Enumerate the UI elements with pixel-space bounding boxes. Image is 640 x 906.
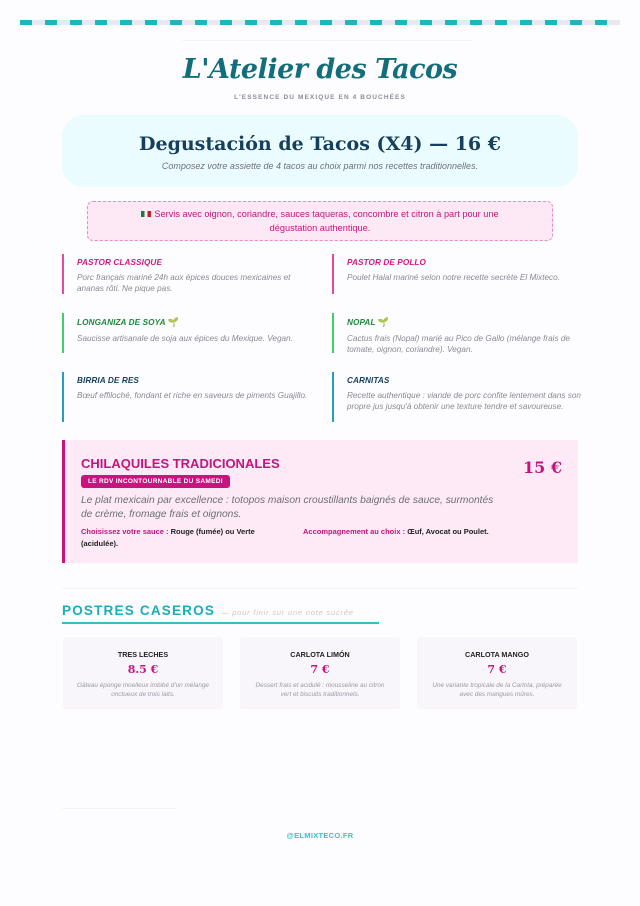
taco-description: Porc français mariné 24h aux épices douces mexicaines et ananas rôti. Ne pique pas. xyxy=(77,273,291,293)
taco-description: Bœuf effiloché, fondant et riche en saveurs de piments Guajillo. xyxy=(77,391,308,400)
saturday-badge: LE RDV INCONTOURNABLE DU SAMEDI xyxy=(81,475,230,488)
dessert-description: Une variante tropicale de la Carlota, préparée avec des mangues mûres. xyxy=(432,682,562,698)
taco-item xyxy=(332,254,582,294)
sauce-value: Rouge (fumée) ou Verte (acidulée). xyxy=(81,527,255,548)
decorative-dashed-stripe xyxy=(20,20,620,25)
chilaquiles-description: Le plat mexicain par excellence : totopos maison croustillants baignés de sauce, surmontés de crème, fromage frais et oignons. xyxy=(81,495,494,520)
taco-name: PASTOR CLASSIQUE xyxy=(77,258,163,267)
dessert-card xyxy=(240,637,400,709)
sprout-vegan-icon: 🌱 xyxy=(377,317,389,327)
tasting-subtitle: Composez votre assiette de 4 tacos au choix parmi nos recettes traditionnelles. xyxy=(161,161,479,171)
taco-name: CARNITAS xyxy=(347,376,390,385)
taco-description: Poulet Halal mariné selon notre recette secrète El Mixteco. xyxy=(347,273,560,282)
divider xyxy=(182,40,472,41)
taco-item xyxy=(332,372,582,422)
taco-name: BIRRIA DE RES xyxy=(77,376,139,385)
taco-name: PASTOR DE POLLO xyxy=(347,258,426,267)
taco-item xyxy=(62,313,312,353)
taco-item xyxy=(62,254,312,294)
dessert-description: Dessert frais et acidulé : mousseline au citron vert et biscuits traditionnels. xyxy=(255,682,385,698)
mexico-flag-icon xyxy=(141,211,151,217)
tasting-title: Degustación de Tacos (X4) — 16 € xyxy=(139,133,501,155)
chilaquiles-card xyxy=(62,440,578,563)
taco-name: LONGANIZA DE SOYA xyxy=(77,318,166,327)
taco-item xyxy=(62,372,312,422)
notice-line-2: dégustation authentique. xyxy=(269,223,371,233)
taco-name: NOPAL xyxy=(347,318,376,327)
side-option xyxy=(303,526,573,538)
dessert-price: 8.5 € xyxy=(127,663,159,676)
dessert-card xyxy=(417,637,577,709)
dessert-description: Gâteau éponge moelleux imbibé d'un mélange onctueux de trois laits. xyxy=(77,682,209,698)
tasting-hero-card xyxy=(62,115,578,187)
notice-line-1: Servis avec oignon, coriandre, sauces taqueras, concombre et citron à part pour une xyxy=(154,209,499,219)
taco-item xyxy=(332,313,582,353)
chilaquiles-title: CHILAQUILES TRADICIONALES xyxy=(81,456,280,471)
side-label: Accompagnement au choix : xyxy=(303,527,406,536)
divider xyxy=(62,808,177,809)
sauce-label: Choisissez votre sauce : xyxy=(81,527,169,536)
brand-title: L'Atelier des Tacos xyxy=(182,54,458,85)
social-handle: @ELMIXTECO.FR xyxy=(286,831,354,840)
served-with-notice xyxy=(87,201,553,241)
desserts-title: POSTRES CASEROS xyxy=(62,603,216,618)
dessert-name: CARLOTA MANGO xyxy=(465,650,529,659)
taco-description: Cactus frais (Nopal) marié au Pico de Gallo (mélange frais de tomate, oignon, coriandre). Vegan. xyxy=(347,334,570,354)
dessert-price: 7 € xyxy=(487,663,507,676)
taco-description: Saucisse artisanale de soja aux épices du Mexique. Vegan. xyxy=(77,334,293,343)
brand-subtitle: L'ESSENCE DU MEXIQUE EN 4 BOUCHÉES xyxy=(234,94,406,101)
desserts-subtitle: — pour finir sur une note sucrée xyxy=(221,608,354,617)
dessert-name: TRES LECHES xyxy=(117,650,169,659)
dessert-name: CARLOTA LIMÓN xyxy=(290,650,350,659)
dessert-price: 7 € xyxy=(310,663,330,676)
dessert-card xyxy=(63,637,223,709)
desserts-section-header xyxy=(62,602,379,624)
side-value: Œuf, Avocat ou Poulet. xyxy=(405,527,489,536)
sauce-option xyxy=(81,526,291,550)
divider xyxy=(62,588,578,589)
sprout-vegan-icon: 🌱 xyxy=(167,317,179,327)
chilaquiles-price: 15 € xyxy=(523,458,562,477)
taco-description: Recette authentique : viande de porc confite lentement dans son propre jus jusqu'à obtenir une texture tendre et savoureuse. xyxy=(347,391,581,411)
